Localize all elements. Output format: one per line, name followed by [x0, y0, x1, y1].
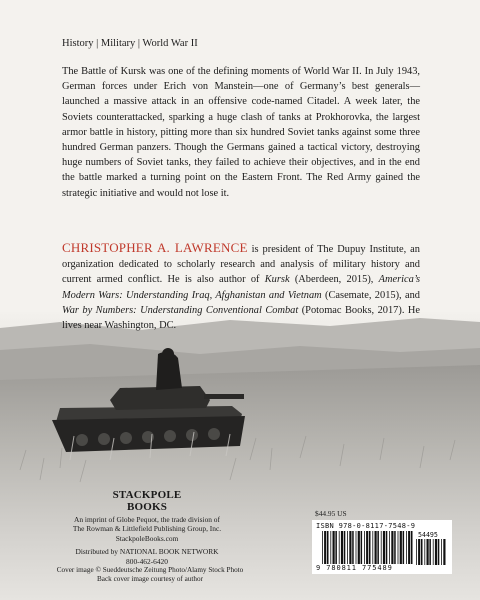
- category-line: History | Military | World War II: [62, 38, 198, 49]
- barcode-addon-digits: 54495: [418, 531, 438, 539]
- book-title: America’s Modern Wars: Understanding Iraq, Afghanistan and Vietnam: [62, 274, 421, 301]
- price-label: $44.95 US: [315, 509, 347, 518]
- author-name: CHRISTOPHER A. LAWRENCE: [62, 240, 248, 255]
- imprint-line: An imprint of Globe Pequot, the trade division of: [74, 515, 220, 524]
- distributor-line: Distributed by NATIONAL BOOK NETWORK: [75, 547, 219, 557]
- image-credits: [30, 566, 270, 584]
- bio-text: (Aberdeen, 2015),: [289, 274, 379, 286]
- imprint-line: The Rowman & Littlefield Publishing Group, Inc.: [72, 524, 222, 534]
- ean-digits: 9 780811 775489: [316, 564, 393, 572]
- isbn-number: ISBN 978-0-8117-7548-9: [316, 522, 416, 530]
- addon-barcode-bars: [416, 539, 448, 565]
- bio-text: is president of The Dupuy Institute, an organization dedicated to scholarly research and analysis of military history and current armed conflict. He is also author of: [62, 244, 420, 286]
- bio-text: (Casemate, 2015), and: [321, 289, 420, 301]
- back-cover-image-credit: Back cover image courtesy of author: [97, 575, 203, 583]
- publisher-logo: STACKPOLE BOOKS: [112, 489, 182, 513]
- isbn-barcode: [312, 520, 452, 574]
- distributor-phone: 800-462-6420: [126, 556, 168, 566]
- ean-barcode-bars: [322, 531, 414, 564]
- cover-image-credit: Cover image © Sueddeutsche Zeitung Photo/Alamy Stock Photo: [56, 566, 244, 574]
- author-bio: [62, 240, 420, 333]
- publisher-block: [62, 489, 232, 566]
- publisher-website: StackpoleBooks.com: [115, 533, 179, 543]
- bio-text: (Potomac Books, 2017). He lives near Washington, DC.: [62, 304, 420, 332]
- book-description: The Battle of Kursk was one of the defining moments of World War II. In July 1943, German forces under Erich von Manstein—one of Germany’s best generals—launched a massive attack in an offensive code-named Citadel. A week later, the Soviets counterattacked, sparking a huge clash of tanks at Prokhorovka, the largest armor battle in history, pitting more than six hundred Soviet tanks against some three hundred German panzers. Though the Germans gained a tactical victory, destroying huge numbers of Soviet tanks, they failed to achieve their objectives, and in the end the battle marked a turning point on the Eastern Front. The Red Army gained the strategic initiative and would not lose it.: [62, 66, 420, 199]
- book-title: Kursk: [264, 274, 290, 286]
- book-title: War by Numbers: Understanding Conventional Combat: [62, 304, 299, 316]
